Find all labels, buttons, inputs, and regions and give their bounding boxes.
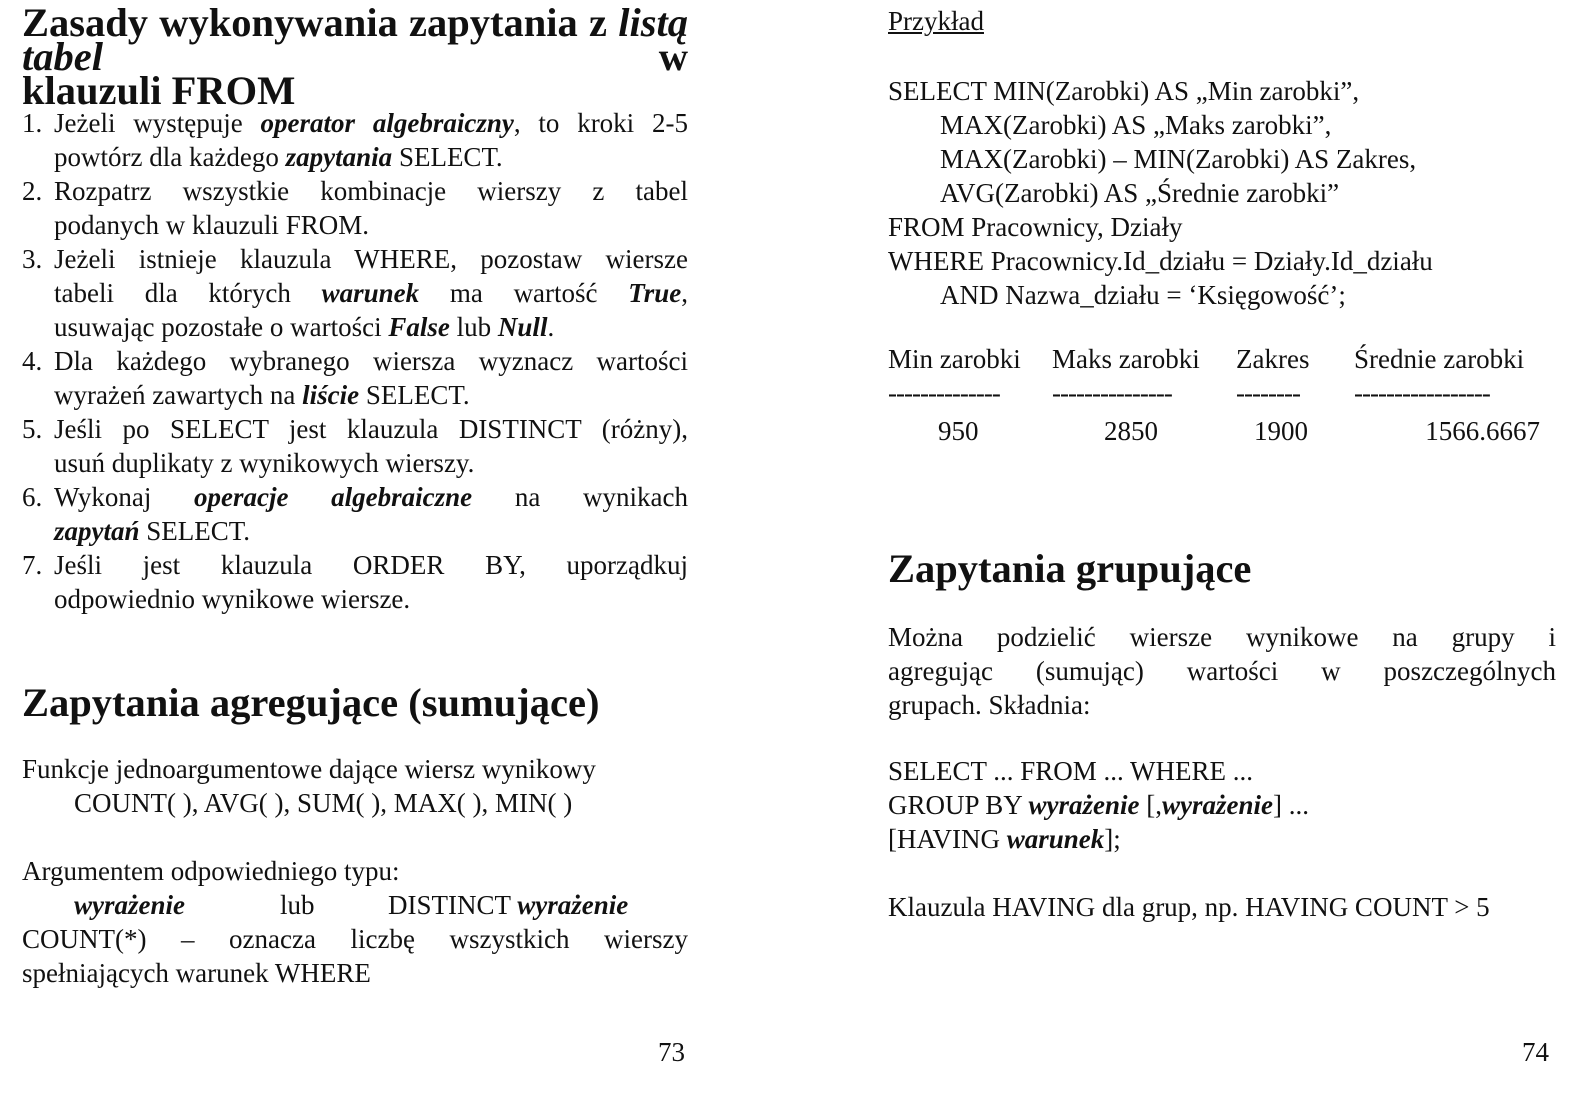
rules-heading-text-1: Zasady wykonywania zapytania z listą tabel w: [22, 0, 688, 79]
rule-item-5: [22, 412, 688, 480]
grouping-syntax: [888, 754, 1309, 856]
emphasis-term: True: [628, 278, 682, 308]
aggregate-functions: COUNT( ), AVG( ), SUM( ), MAX( ), MIN( ): [74, 788, 573, 818]
result-separator: --------: [1236, 378, 1300, 408]
result-separator-row: [888, 376, 1544, 410]
example-label: Przykład: [888, 6, 984, 36]
sql-line: AVG(Zarobki) AS „Średnie zarobki”: [940, 178, 1340, 208]
rules-list: [22, 106, 688, 616]
argument-options: [74, 888, 688, 922]
sql-line: MAX(Zarobki) – MIN(Zarobki) AS Zakres,: [940, 144, 1417, 174]
sql-line: MAX(Zarobki) AS „Maks zarobki”,: [940, 110, 1332, 140]
result-separator: ---------------: [1052, 378, 1172, 408]
count-description-line-1: COUNT(*) – oznacza liczbę wszystkich wierszy: [22, 924, 688, 954]
rule-number: 3.: [22, 244, 43, 274]
rule-line: Dla każdego wybranego wiersza wyznacz wartości: [54, 346, 688, 376]
rule-number: 2.: [22, 176, 43, 206]
rule-number: 7.: [22, 550, 43, 580]
grouping-paragraph-line: agregując (sumując) wartości w poszczególnych: [888, 656, 1556, 686]
syntax-bracket-close: ] ...: [1273, 790, 1310, 820]
result-header-row: [888, 342, 1544, 376]
rules-heading-line: [22, 68, 688, 113]
result-header: Średnie zarobki: [1354, 344, 1525, 374]
rule-item-3: [22, 242, 688, 344]
emphasis-term: tabel: [22, 34, 103, 79]
result-header: Zakres: [1236, 344, 1310, 374]
emphasis-term: False: [388, 312, 450, 342]
rule-item-7: [22, 548, 688, 616]
rule-item-1: [22, 106, 688, 174]
result-table: [888, 342, 1544, 448]
sql-line: SELECT MIN(Zarobki) AS „Min zarobki”,: [888, 76, 1360, 106]
aggregate-intro: Funkcje jednoargumentowe dające wiersz wynikowy: [22, 754, 596, 784]
rule-line: usuwając pozostałe o wartości False lub Null.: [54, 312, 555, 342]
rules-heading-text-2: klauzuli FROM: [22, 68, 296, 113]
result-value: 2850: [1104, 416, 1158, 446]
syntax-having-close: ];: [1104, 824, 1121, 854]
rule-line: zapytań SELECT.: [54, 516, 251, 546]
distinct-expression: wyrażenie: [517, 890, 629, 920]
result-value: 1566.6667: [1425, 416, 1540, 446]
grouping-paragraph-line: Można podzielić wiersze wynikowe na grupy i: [888, 622, 1556, 652]
rule-item-2: [22, 174, 688, 242]
syntax-line-having: [888, 822, 1309, 856]
rule-line: Rozpatrz wszystkie kombinacje wierszy z tabel: [54, 176, 688, 206]
left-page: [22, 0, 694, 1098]
argument-intro: Argumentem odpowiedniego typu:: [22, 856, 400, 886]
rule-line: tabeli dla których warunek ma wartość True,: [54, 278, 688, 308]
sql-line: FROM Pracownicy, Działy: [888, 212, 1183, 242]
grouping-paragraph-line: grupach. Składnia:: [888, 690, 1091, 720]
syntax-line-group-by: [888, 788, 1309, 822]
rule-line: podanych w klauzuli FROM.: [54, 210, 369, 240]
rule-line: Jeśli po SELECT jest klauzula DISTINCT (różny),: [54, 414, 688, 444]
aggregate-heading: Zapytania agregujące (sumujące): [22, 680, 600, 725]
rule-line: wyrażeń zawartych na liście SELECT.: [54, 380, 470, 410]
syntax-expression: wyrażenie: [1028, 790, 1140, 820]
grouping-heading: Zapytania grupujące: [888, 546, 1252, 591]
emphasis-term: warunek: [321, 278, 420, 308]
rule-line: Jeżeli istnieje klauzula WHERE, pozostaw wiersze: [54, 244, 688, 274]
result-separator: --------------: [888, 378, 1000, 408]
sql-example: [888, 74, 1433, 312]
emphasis-term: zapytań: [54, 516, 140, 546]
right-page: [888, 0, 1570, 1098]
sql-line: AND Nazwa_działu = ‘Księgowość’;: [940, 280, 1346, 310]
rule-number: 5.: [22, 414, 43, 444]
rule-line: Jeśli jest klauzula ORDER BY, uporządkuj: [54, 550, 688, 580]
rule-line: odpowiednio wynikowe wiersze.: [54, 584, 411, 614]
grouping-paragraph: [888, 620, 1556, 722]
rule-number: 6.: [22, 482, 43, 512]
rule-item-4: [22, 344, 688, 412]
result-value-row: [888, 410, 1544, 448]
emphasis-term: zapytania: [285, 142, 393, 172]
emphasis-term: Null: [497, 312, 548, 342]
group-by-keyword: GROUP BY: [888, 790, 1022, 820]
emphasis-term: operacje algebraiczne: [194, 482, 473, 512]
emphasis-term: listą: [618, 0, 688, 45]
rules-heading-line: [22, 0, 688, 79]
page-number-left: 73: [658, 1037, 685, 1067]
result-header: Maks zarobki: [1052, 344, 1200, 374]
syntax-condition: warunek: [1006, 824, 1105, 854]
distinct-keyword: DISTINCT: [388, 890, 511, 920]
page-number-right: 74: [1522, 1037, 1549, 1067]
result-header: Min zarobki: [888, 344, 1021, 374]
argument-distinct: [388, 888, 628, 922]
emphasis-term: operator algebraiczny: [260, 108, 514, 138]
rules-heading: [22, 0, 688, 113]
result-separator: -----------------: [1354, 378, 1490, 408]
syntax-expression: wyrażenie: [1162, 790, 1274, 820]
syntax-bracket-open: [,: [1146, 790, 1163, 820]
result-value: 950: [938, 416, 979, 446]
result-value: 1900: [1254, 416, 1308, 446]
rule-line: Jeżeli występuje operator algebraiczny, to kroki 2-5: [54, 108, 688, 138]
syntax-line-select: SELECT ... FROM ... WHERE ...: [888, 756, 1254, 786]
sql-line: WHERE Pracownicy.Id_działu = Działy.Id_działu: [888, 246, 1433, 276]
rule-number: 1.: [22, 108, 43, 138]
count-description-line-2: spełniających warunek WHERE: [22, 958, 371, 988]
having-note: Klauzula HAVING dla grup, np. HAVING COUNT > 5: [888, 892, 1490, 922]
argument-or: lub: [280, 890, 315, 920]
having-keyword: [HAVING: [888, 824, 1000, 854]
rule-line: powtórz dla każdego zapytania SELECT.: [54, 142, 503, 172]
rule-item-6: [22, 480, 688, 548]
rule-number: 4.: [22, 346, 43, 376]
rule-line: Wykonaj operacje algebraiczne na wynikach: [54, 482, 688, 512]
emphasis-term: liście: [302, 380, 360, 410]
rule-line: usuń duplikaty z wynikowych wierszy.: [54, 448, 475, 478]
argument-expression: wyrażenie: [74, 890, 185, 920]
